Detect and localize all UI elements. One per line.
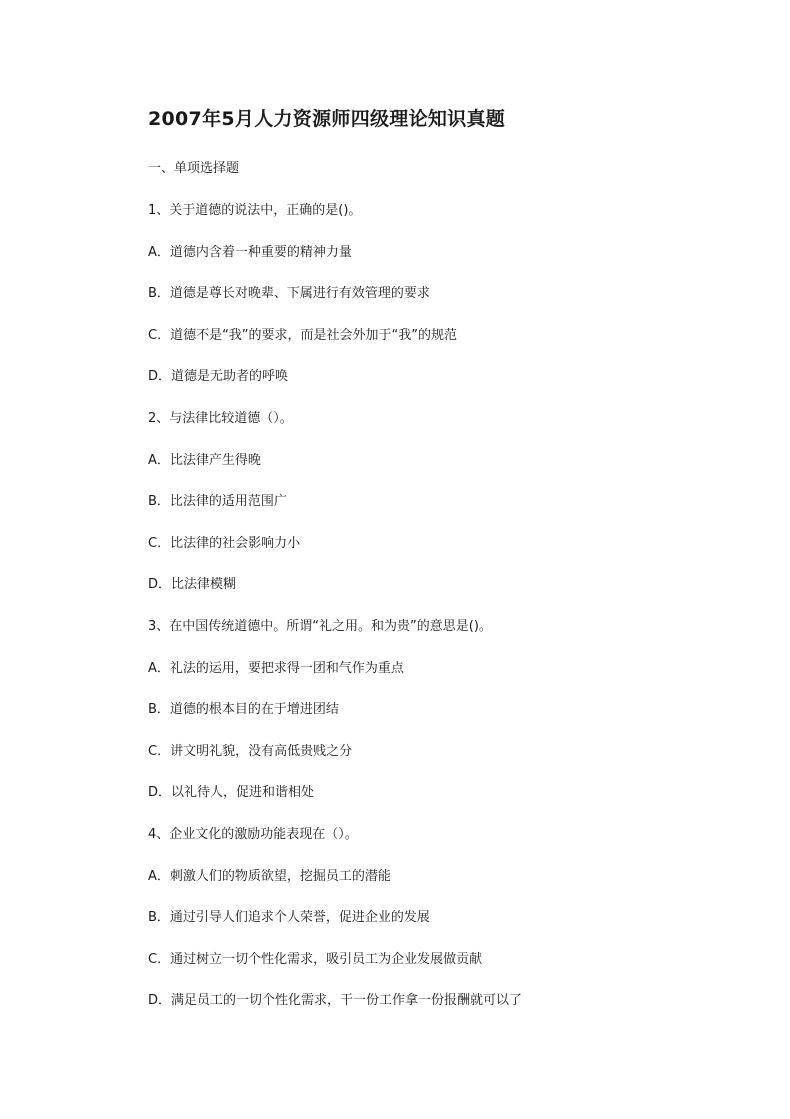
question-1: 1、关于道德的说法中，正确的是()。: [148, 203, 362, 218]
option-2b: B．比法律的适用范围广: [148, 494, 287, 509]
option-4d: D．满足员工的一切个性化需求，干一份工作拿一份报酬就可以了: [148, 993, 523, 1008]
option-1c: C．道德不是“我”的要求，而是社会外加于“我”的规范: [148, 328, 458, 343]
option-2c: C．比法律的社会影响力小: [148, 536, 301, 551]
document-title: 2007年5月人力资源师四级理论知识真题: [148, 108, 506, 130]
option-3d: D．以礼待人，促进和谐相处: [148, 785, 315, 800]
question-2: 2、与法律比较道德（）。: [148, 411, 293, 426]
section-heading: 一、单项选择题: [148, 161, 240, 176]
option-4c: C．通过树立一切个性化需求，吸引员工为企业发展做贡献: [148, 952, 483, 967]
option-3c: C．讲文明礼貌，没有高低贵贱之分: [148, 744, 353, 759]
option-1a: A．道德内含着一种重要的精神力量: [148, 245, 352, 260]
option-3a: A．礼法的运用，要把求得一团和气作为重点: [148, 661, 404, 676]
option-1d: D．道德是无助者的呼唤: [148, 369, 289, 384]
option-4b: B．通过引导人们追求个人荣誉，促进企业的发展: [148, 910, 430, 925]
question-4: 4、企业文化的激励功能表现在（）。: [148, 827, 358, 842]
option-2a: A．比法律产生得晚: [148, 453, 261, 468]
option-4a: A．刺激人们的物质欲望，挖掘员工的潜能: [148, 869, 391, 884]
option-2d: D．比法律模糊: [148, 577, 237, 592]
question-3: 3、在中国传统道德中。所谓“礼之用。和为贵”的意思是()。: [148, 619, 492, 634]
option-3b: B．道德的根本目的在于增进团结: [148, 702, 339, 717]
option-1b: B．道德是尊长对晚辈、下属进行有效管理的要求: [148, 286, 430, 301]
